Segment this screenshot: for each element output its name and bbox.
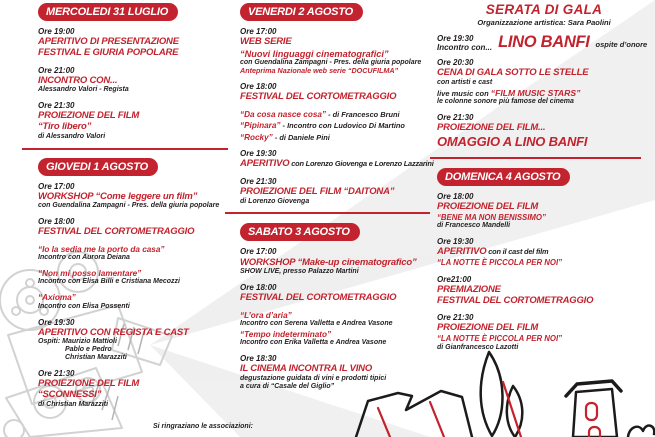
event-block	[437, 237, 651, 268]
event-list	[437, 192, 651, 352]
event-title: PROIEZIONE DEL FILM	[437, 200, 539, 212]
event-detail: degustazione guidata di vini e prodotti tipici	[240, 375, 387, 383]
event-title: APERITIVO CON REGISTA E CAST	[38, 326, 189, 338]
event-time: Ore 17:00	[240, 27, 277, 36]
event-time: Ore 17:00	[240, 247, 277, 257]
event-time: Ore 19:00	[38, 27, 75, 36]
event-title: WEB SERIE	[240, 36, 292, 48]
event-detail: con Guendalina Zampagni - Pres. della giuria popolare	[240, 59, 422, 67]
event-time: Ore21:00	[437, 274, 472, 284]
event-title: CENA DI GALA SOTTO LE STELLE	[437, 67, 589, 79]
film-title: “Non mi posso lamentare”	[38, 269, 142, 279]
event-detail: Incontro con Erika Valletta e Andrea Vasone	[240, 339, 387, 347]
event-title: FESTIVAL E GIURIA POPOLARE	[38, 46, 179, 58]
event-block	[38, 27, 230, 59]
event-block	[240, 110, 436, 142]
event-title: PREMIAZIONE	[437, 283, 501, 295]
event-time: Ore 21:30	[437, 313, 474, 323]
event-title: PROIEZIONE DEL FILM...	[437, 122, 546, 134]
event-title: “SCONNESSI”	[38, 388, 102, 400]
event-block	[38, 293, 230, 310]
event-block	[38, 217, 230, 238]
event-title: WORKSHOP “Make-up cinematografico”	[240, 256, 417, 268]
event-block	[437, 58, 651, 106]
event-time: Ore 18:00	[38, 217, 75, 227]
event-detail: di Alessandro Valori	[38, 132, 106, 140]
gala-guest-name: LINO BANFI	[498, 33, 590, 51]
event-block	[240, 283, 436, 304]
event-block	[240, 27, 436, 75]
event-title: FESTIVAL DEL CORTOMETRAGGIO	[437, 294, 594, 306]
day-badge: SABATO 3 AGOSTO	[240, 223, 360, 241]
event-detail: Incontro con Aurora Deiana	[38, 254, 130, 262]
event-time: Ore 21:00	[38, 65, 75, 75]
event-list	[38, 182, 230, 409]
event-title: PROIEZIONE DEL FILM	[38, 110, 140, 122]
event-detail: di Christian Marazziti	[38, 400, 109, 408]
film-title: “Axioma”	[38, 293, 76, 303]
event-block	[437, 275, 651, 307]
film-title: “L’ora d’aria”	[240, 310, 292, 320]
event-title: PROIEZIONE DEL FILM	[38, 378, 140, 390]
event-detail: SHOW LIVE, presso Palazzo Martini	[240, 268, 359, 276]
column-gala-sunday	[437, 2, 651, 359]
event-time: Ore 17:00	[38, 181, 75, 191]
gala-guest-time: Ore 19:30	[437, 33, 474, 43]
film-title: “Nuovi linguaggi cinematografici”	[240, 48, 389, 59]
day-badge: GIOVEDI 1 AGOSTO	[38, 158, 158, 176]
film-title: “Da cosa nasce cosa” - di Francesco Bruni	[240, 109, 400, 119]
event-block	[38, 182, 230, 211]
event-detail: Ospiti: Maurizio Mattioli	[38, 338, 117, 346]
event-time: Ore 19:30	[437, 237, 474, 247]
event-detail: Incontro con Elisa Billi e Cristiana Mecozzi	[38, 278, 180, 286]
event-title: IL CINEMA INCONTRA IL VINO	[240, 363, 373, 375]
day-badge: MERCOLEDI 31 LUGLIO	[38, 3, 178, 21]
event-detail: Alessandro Valori - Regista	[38, 86, 129, 94]
film-title: “Rocky” - di Daniele Pini	[240, 132, 330, 142]
event-time: Ore 21:30	[240, 176, 277, 186]
event-detail: con Guendalina Zampagni - Pres. della giuria popolare	[38, 202, 220, 210]
event-detail: le colonne sonore più famose del cinema	[437, 98, 574, 106]
event-block	[38, 269, 230, 286]
event-block	[437, 192, 651, 230]
event-title: FESTIVAL DEL CORTOMETRAGGIO	[240, 292, 397, 304]
section-divider	[430, 157, 641, 159]
event-block	[240, 354, 436, 391]
event-time: Ore 18:00	[240, 283, 277, 293]
event-time: Ore 21:30	[437, 113, 474, 123]
event-time: Ore 19:30	[38, 317, 75, 327]
event-title: APERITIVO DI PRESENTAZIONE	[38, 36, 179, 48]
event-title: INCONTRO CON...	[38, 74, 118, 86]
event-detail: live music con “FILM MUSIC STARS”	[437, 87, 581, 98]
event-list	[240, 247, 436, 390]
event-time: Ore 18:30	[240, 354, 277, 364]
event-title: WORKSHOP “Come leggere un film”	[38, 190, 198, 202]
event-block	[38, 369, 230, 408]
event-block	[240, 82, 436, 103]
event-block	[38, 101, 230, 140]
event-list	[240, 27, 436, 205]
film-title: “Pipinara” - Incontro con Ludovico Di Martino	[240, 121, 405, 131]
gala-guest-row	[437, 33, 651, 52]
event-block	[437, 113, 651, 149]
gala-title: SERATA DI GALA	[485, 2, 603, 17]
film-title: “LA NOTTE È PICCOLA PER NOI”	[437, 257, 563, 267]
film-title: “BENE MA NON BENISSIMO”	[437, 212, 546, 222]
event-title: FESTIVAL DEL CORTOMETRAGGIO	[38, 226, 195, 238]
event-time: Ore 21:30	[38, 369, 75, 379]
event-block	[38, 66, 230, 95]
event-detail: Pablo e Pedro	[65, 346, 112, 354]
column-friday-saturday	[240, 2, 436, 398]
event-time: Ore 20:30	[437, 58, 474, 67]
event-detail: con artisti e cast	[437, 78, 493, 86]
event-title: PROIEZIONE DEL FILM	[437, 322, 539, 334]
gala-organizer: Organizzazione artistica: Sara Paolini	[477, 18, 611, 27]
event-block	[240, 311, 436, 347]
event-block	[437, 313, 651, 351]
event-detail: Incontro con Elisa Possenti	[38, 302, 130, 310]
event-block	[240, 247, 436, 276]
event-title: APERITIVO con il cast del film	[437, 246, 549, 258]
event-list	[437, 58, 651, 150]
event-detail: Anteprima Nazionale web serie “DOCUFILMA”	[240, 66, 399, 76]
event-title: OMAGGIO A LINO BANFI	[437, 134, 588, 150]
event-time: Ore 18:00	[437, 191, 474, 201]
event-time: Ore 18:00	[240, 82, 277, 92]
gala-guest-label: Incontro con...	[437, 42, 493, 52]
event-detail: di Francesco Mandelli	[437, 222, 511, 230]
gala-guest-left	[437, 34, 492, 52]
event-detail: a cura di “Casale del Giglio”	[240, 382, 335, 390]
event-detail: Incontro con Serena Valletta e Andrea Vasone	[240, 320, 393, 328]
event-block	[38, 318, 230, 362]
day-badge: DOMENICA 4 AGOSTO	[437, 168, 570, 186]
film-title: “Io la sedia me la porto da casa”	[38, 245, 165, 255]
event-title: FESTIVAL DEL CORTOMETRAGGIO	[240, 91, 397, 103]
gala-guest-role: ospite d’onore	[595, 40, 648, 49]
event-detail: di Lorenzo Giovenga	[240, 197, 310, 205]
film-title: “LA NOTTE È PICCOLA PER NOI”	[437, 334, 563, 344]
event-title: “Tiro libero”	[38, 120, 92, 132]
event-time: Ore 21:30	[38, 101, 75, 111]
event-list	[38, 27, 230, 141]
day-badge: VENERDI 2 AGOSTO	[240, 3, 363, 21]
event-time: Ore 19:30	[240, 149, 277, 159]
event-title: PROIEZIONE DEL FILM “DAITONA”	[240, 185, 395, 197]
film-title: “Tempo indeterminato”	[240, 330, 332, 340]
event-block	[240, 149, 436, 170]
event-title: APERITIVO con Lorenzo Giovenga e Lorenzo Lazzarini	[240, 158, 434, 170]
column-wednesday-thursday	[38, 2, 230, 415]
section-divider	[225, 212, 430, 214]
event-block	[38, 245, 230, 262]
event-detail: di Gianfrancesco Lazotti	[437, 343, 519, 351]
event-block	[240, 177, 436, 206]
event-detail: Christian Marazziti	[65, 354, 127, 362]
section-divider	[22, 148, 228, 150]
acknowledgment-text: Si ringraziano le associazioni:	[153, 423, 253, 430]
